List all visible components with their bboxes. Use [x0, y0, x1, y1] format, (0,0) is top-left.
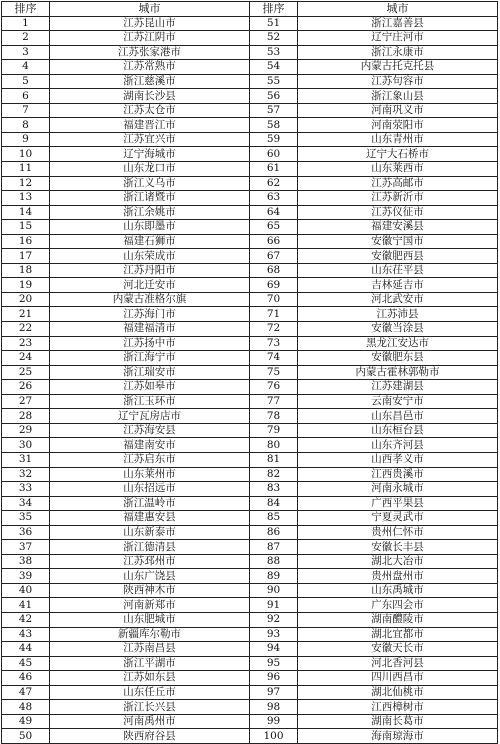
- rank-right-cell: 71: [250, 307, 298, 322]
- table-row: [2, 263, 498, 278]
- table-row: [2, 118, 498, 133]
- city-left-cell: 河北迁安市: [50, 278, 250, 293]
- rank-right-cell: 78: [250, 409, 298, 424]
- rank-right-cell: 80: [250, 438, 298, 453]
- table-row: [2, 31, 498, 46]
- rank-right-cell: 96: [250, 671, 298, 686]
- rank-right-cell: 97: [250, 685, 298, 700]
- table-row: [2, 307, 498, 322]
- table-row: [2, 540, 498, 555]
- city-right-cell: 安徽长丰县: [298, 540, 498, 555]
- rank-right-cell: 79: [250, 423, 298, 438]
- city-left-cell: 江苏扬中市: [50, 336, 250, 351]
- rank-right-cell: 93: [250, 627, 298, 642]
- table-row: [2, 598, 498, 613]
- city-right-cell: 山东齐河县: [298, 438, 498, 453]
- rank-left-cell: 9: [2, 132, 50, 147]
- table-row: [2, 351, 498, 366]
- city-left-cell: 福建石狮市: [50, 234, 250, 249]
- rank-left-cell: 14: [2, 205, 50, 220]
- rank-right-cell: 74: [250, 351, 298, 366]
- rank-left-cell: 15: [2, 220, 50, 235]
- rank-right-cell: 85: [250, 511, 298, 526]
- city-right-cell: 辽宁庄河市: [298, 31, 498, 46]
- city-left-cell: 河南禹州市: [50, 714, 250, 729]
- rank-left-cell: 16: [2, 234, 50, 249]
- table-row: [2, 322, 498, 337]
- city-right-cell: 安徽宁国市: [298, 234, 498, 249]
- rank-right-cell: 92: [250, 612, 298, 627]
- table-row: [2, 89, 498, 104]
- rank-left-cell: 24: [2, 351, 50, 366]
- city-left-cell: 江苏宜兴市: [50, 132, 250, 147]
- city-right-cell: 河北武安市: [298, 292, 498, 307]
- table-row: [2, 656, 498, 671]
- table-row: [2, 685, 498, 700]
- rank-right-cell: 77: [250, 394, 298, 409]
- rank-left-cell: 41: [2, 598, 50, 613]
- table-row: [2, 220, 498, 235]
- table-row: [2, 642, 498, 657]
- city-right-cell: 湖北仙桃市: [298, 685, 498, 700]
- rank-right-cell: 54: [250, 60, 298, 75]
- rank-left-cell: 25: [2, 365, 50, 380]
- rank-left-cell: 7: [2, 103, 50, 118]
- rank-left-cell: 8: [2, 118, 50, 133]
- city-left-cell: 陕西府谷县: [50, 729, 250, 744]
- table-row: [2, 700, 498, 715]
- header-rank-2: 排序: [250, 2, 298, 17]
- city-right-cell: 山东桓台县: [298, 423, 498, 438]
- rank-left-cell: 21: [2, 307, 50, 322]
- table-row: [2, 511, 498, 526]
- table-row: [2, 569, 498, 584]
- rank-left-cell: 40: [2, 583, 50, 598]
- table-row: [2, 234, 498, 249]
- table-row: [2, 714, 498, 729]
- city-left-cell: 福建惠安县: [50, 511, 250, 526]
- city-right-cell: 江西樟树市: [298, 700, 498, 715]
- rank-right-cell: 68: [250, 263, 298, 278]
- table-body: [2, 16, 498, 743]
- city-left-cell: 山东肥城市: [50, 612, 250, 627]
- city-right-cell: 湖南醴陵市: [298, 612, 498, 627]
- city-left-cell: 山东龙口市: [50, 162, 250, 177]
- rank-left-cell: 34: [2, 496, 50, 511]
- city-left-cell: 新疆库尔勒市: [50, 627, 250, 642]
- rank-right-cell: 94: [250, 642, 298, 657]
- rank-left-cell: 29: [2, 423, 50, 438]
- table-row: [2, 467, 498, 482]
- rank-left-cell: 26: [2, 380, 50, 395]
- city-left-cell: 山东即墨市: [50, 220, 250, 235]
- table-row: [2, 496, 498, 511]
- table-row: [2, 627, 498, 642]
- city-right-cell: 山东茌平县: [298, 263, 498, 278]
- rank-left-cell: 13: [2, 191, 50, 206]
- city-right-cell: 广东四会市: [298, 598, 498, 613]
- table-row: [2, 409, 498, 424]
- rank-left-cell: 27: [2, 394, 50, 409]
- ranking-table: [1, 1, 498, 744]
- city-right-cell: 山东禹城市: [298, 583, 498, 598]
- rank-left-cell: 10: [2, 147, 50, 162]
- header-rank-1: 排序: [2, 2, 50, 17]
- city-left-cell: 江苏南昌县: [50, 642, 250, 657]
- rank-left-cell: 20: [2, 292, 50, 307]
- city-left-cell: 福建福清市: [50, 322, 250, 337]
- city-left-cell: 浙江德清县: [50, 540, 250, 555]
- rank-right-cell: 69: [250, 278, 298, 293]
- city-left-cell: 浙江玉环市: [50, 394, 250, 409]
- rank-left-cell: 50: [2, 729, 50, 744]
- rank-right-cell: 89: [250, 569, 298, 584]
- rank-left-cell: 22: [2, 322, 50, 337]
- table-row: [2, 103, 498, 118]
- table-row: [2, 525, 498, 540]
- rank-left-cell: 39: [2, 569, 50, 584]
- city-right-cell: 宁夏灵武市: [298, 511, 498, 526]
- rank-right-cell: 98: [250, 700, 298, 715]
- rank-left-cell: 43: [2, 627, 50, 642]
- rank-right-cell: 81: [250, 452, 298, 467]
- city-left-cell: 浙江余姚市: [50, 205, 250, 220]
- city-right-cell: 广西平果县: [298, 496, 498, 511]
- rank-right-cell: 76: [250, 380, 298, 395]
- city-right-cell: 湖北大冶市: [298, 554, 498, 569]
- city-left-cell: 河南新郑市: [50, 598, 250, 613]
- city-left-cell: 江苏常熟市: [50, 60, 250, 75]
- table-row: [2, 16, 498, 31]
- rank-left-cell: 49: [2, 714, 50, 729]
- rank-right-cell: 65: [250, 220, 298, 235]
- rank-right-cell: 75: [250, 365, 298, 380]
- city-left-cell: 江苏如东县: [50, 671, 250, 686]
- city-left-cell: 浙江诸暨市: [50, 191, 250, 206]
- city-right-cell: 福建安溪县: [298, 220, 498, 235]
- city-left-cell: 江苏江阴市: [50, 31, 250, 46]
- city-left-cell: 福建南安市: [50, 438, 250, 453]
- city-left-cell: 江苏如皋市: [50, 380, 250, 395]
- city-left-cell: 山东新泰市: [50, 525, 250, 540]
- rank-right-cell: 67: [250, 249, 298, 264]
- rank-right-cell: 73: [250, 336, 298, 351]
- city-left-cell: 浙江长兴县: [50, 700, 250, 715]
- rank-right-cell: 95: [250, 656, 298, 671]
- header-city-2: 城市: [298, 2, 498, 17]
- table-row: [2, 45, 498, 60]
- rank-left-cell: 18: [2, 263, 50, 278]
- rank-left-cell: 17: [2, 249, 50, 264]
- rank-right-cell: 57: [250, 103, 298, 118]
- rank-left-cell: 46: [2, 671, 50, 686]
- city-left-cell: 江苏海门市: [50, 307, 250, 322]
- city-left-cell: 湖南长沙县: [50, 89, 250, 104]
- rank-right-cell: 83: [250, 482, 298, 497]
- city-right-cell: 江苏新沂市: [298, 191, 498, 206]
- rank-left-cell: 36: [2, 525, 50, 540]
- city-right-cell: 山西孝义市: [298, 452, 498, 467]
- rank-left-cell: 37: [2, 540, 50, 555]
- rank-left-cell: 2: [2, 31, 50, 46]
- city-right-cell: 河南永城市: [298, 482, 498, 497]
- city-left-cell: 浙江海宁市: [50, 351, 250, 366]
- table-row: [2, 176, 498, 191]
- city-left-cell: 内蒙古准格尔旗: [50, 292, 250, 307]
- city-right-cell: 贵州仁怀市: [298, 525, 498, 540]
- city-left-cell: 江苏太仓市: [50, 103, 250, 118]
- rank-left-cell: 3: [2, 45, 50, 60]
- rank-right-cell: 55: [250, 74, 298, 89]
- table-row: [2, 482, 498, 497]
- city-right-cell: 山东昌邑市: [298, 409, 498, 424]
- rank-left-cell: 23: [2, 336, 50, 351]
- rank-right-cell: 53: [250, 45, 298, 60]
- city-left-cell: 山东广饶县: [50, 569, 250, 584]
- table-row: [2, 612, 498, 627]
- rank-right-cell: 64: [250, 205, 298, 220]
- city-right-cell: 四川西昌市: [298, 671, 498, 686]
- rank-left-cell: 5: [2, 74, 50, 89]
- rank-right-cell: 99: [250, 714, 298, 729]
- table-header-row: [2, 2, 498, 17]
- city-right-cell: 内蒙古霍林郭勒市: [298, 365, 498, 380]
- city-left-cell: 浙江慈溪市: [50, 74, 250, 89]
- city-right-cell: 安徽肥西县: [298, 249, 498, 264]
- rank-right-cell: 59: [250, 132, 298, 147]
- rank-left-cell: 6: [2, 89, 50, 104]
- rank-left-cell: 33: [2, 482, 50, 497]
- city-left-cell: 江苏启东市: [50, 452, 250, 467]
- rank-left-cell: 30: [2, 438, 50, 453]
- rank-right-cell: 52: [250, 31, 298, 46]
- city-right-cell: 辽宁大石桥市: [298, 147, 498, 162]
- city-left-cell: 陕西神木市: [50, 583, 250, 598]
- city-right-cell: 河北香河县: [298, 656, 498, 671]
- rank-right-cell: 88: [250, 554, 298, 569]
- city-right-cell: 山东莱西市: [298, 162, 498, 177]
- city-right-cell: 江苏高邮市: [298, 176, 498, 191]
- table-row: [2, 60, 498, 75]
- table-row: [2, 554, 498, 569]
- table-row: [2, 671, 498, 686]
- city-right-cell: 江苏仪征市: [298, 205, 498, 220]
- city-left-cell: 浙江瑞安市: [50, 365, 250, 380]
- rank-right-cell: 82: [250, 467, 298, 482]
- table-row: [2, 292, 498, 307]
- rank-left-cell: 32: [2, 467, 50, 482]
- city-left-cell: 山东莱州市: [50, 467, 250, 482]
- table-row: [2, 205, 498, 220]
- city-right-cell: 黑龙江安达市: [298, 336, 498, 351]
- city-right-cell: 江苏句容市: [298, 74, 498, 89]
- rank-right-cell: 66: [250, 234, 298, 249]
- city-left-cell: 山东任丘市: [50, 685, 250, 700]
- rank-left-cell: 11: [2, 162, 50, 177]
- rank-left-cell: 19: [2, 278, 50, 293]
- city-left-cell: 福建晋江市: [50, 118, 250, 133]
- table-row: [2, 583, 498, 598]
- city-left-cell: 山东招远市: [50, 482, 250, 497]
- table-row: [2, 380, 498, 395]
- rank-left-cell: 31: [2, 452, 50, 467]
- rank-left-cell: 38: [2, 554, 50, 569]
- city-right-cell: 河南荥阳市: [298, 118, 498, 133]
- rank-right-cell: 90: [250, 583, 298, 598]
- city-right-cell: 浙江嘉善县: [298, 16, 498, 31]
- city-right-cell: 贵州盘州市: [298, 569, 498, 584]
- city-left-cell: 江苏海安县: [50, 423, 250, 438]
- table-row: [2, 162, 498, 177]
- rank-right-cell: 62: [250, 176, 298, 191]
- table-row: [2, 729, 498, 744]
- table-row: [2, 147, 498, 162]
- table-row: [2, 132, 498, 147]
- rank-right-cell: 60: [250, 147, 298, 162]
- city-left-cell: 江苏昆山市: [50, 16, 250, 31]
- city-left-cell: 江苏张家港市: [50, 45, 250, 60]
- rank-left-cell: 45: [2, 656, 50, 671]
- rank-right-cell: 91: [250, 598, 298, 613]
- city-right-cell: 浙江象山县: [298, 89, 498, 104]
- city-right-cell: 浙江永康市: [298, 45, 498, 60]
- city-right-cell: 云南安宁市: [298, 394, 498, 409]
- city-right-cell: 安徽天长市: [298, 642, 498, 657]
- table-row: [2, 438, 498, 453]
- city-left-cell: 辽宁瓦房店市: [50, 409, 250, 424]
- city-left-cell: 江苏邳州市: [50, 554, 250, 569]
- rank-left-cell: 28: [2, 409, 50, 424]
- city-left-cell: 浙江义乌市: [50, 176, 250, 191]
- table-row: [2, 191, 498, 206]
- rank-right-cell: 100: [250, 729, 298, 744]
- city-right-cell: 内蒙古托克托县: [298, 60, 498, 75]
- rank-left-cell: 47: [2, 685, 50, 700]
- rank-left-cell: 48: [2, 700, 50, 715]
- rank-left-cell: 12: [2, 176, 50, 191]
- rank-right-cell: 84: [250, 496, 298, 511]
- table-row: [2, 278, 498, 293]
- table-row: [2, 394, 498, 409]
- rank-right-cell: 72: [250, 322, 298, 337]
- rank-right-cell: 61: [250, 162, 298, 177]
- rank-left-cell: 1: [2, 16, 50, 31]
- rank-right-cell: 63: [250, 191, 298, 206]
- rank-left-cell: 44: [2, 642, 50, 657]
- table-row: [2, 423, 498, 438]
- city-left-cell: 辽宁海城市: [50, 147, 250, 162]
- rank-left-cell: 4: [2, 60, 50, 75]
- rank-right-cell: 70: [250, 292, 298, 307]
- city-right-cell: 湖北宜都市: [298, 627, 498, 642]
- city-right-cell: 海南琼海市: [298, 729, 498, 744]
- table-row: [2, 249, 498, 264]
- city-right-cell: 山东青州市: [298, 132, 498, 147]
- city-right-cell: 江苏建湖县: [298, 380, 498, 395]
- table-row: [2, 74, 498, 89]
- header-city-1: 城市: [50, 2, 250, 17]
- city-right-cell: 河南巩义市: [298, 103, 498, 118]
- rank-left-cell: 42: [2, 612, 50, 627]
- table-row: [2, 452, 498, 467]
- city-right-cell: 安徽肥东县: [298, 351, 498, 366]
- city-right-cell: 江西贵溪市: [298, 467, 498, 482]
- rank-right-cell: 51: [250, 16, 298, 31]
- city-left-cell: 浙江温岭市: [50, 496, 250, 511]
- rank-right-cell: 86: [250, 525, 298, 540]
- rank-right-cell: 87: [250, 540, 298, 555]
- city-left-cell: 江苏丹阳市: [50, 263, 250, 278]
- city-left-cell: 浙江平湖市: [50, 656, 250, 671]
- rank-right-cell: 58: [250, 118, 298, 133]
- table-row: [2, 365, 498, 380]
- rank-right-cell: 56: [250, 89, 298, 104]
- rank-left-cell: 35: [2, 511, 50, 526]
- city-right-cell: 湖南长葛市: [298, 714, 498, 729]
- city-right-cell: 吉林延吉市: [298, 278, 498, 293]
- city-left-cell: 山东荣成市: [50, 249, 250, 264]
- table-row: [2, 336, 498, 351]
- city-right-cell: 江苏沛县: [298, 307, 498, 322]
- city-right-cell: 安徽当涂县: [298, 322, 498, 337]
